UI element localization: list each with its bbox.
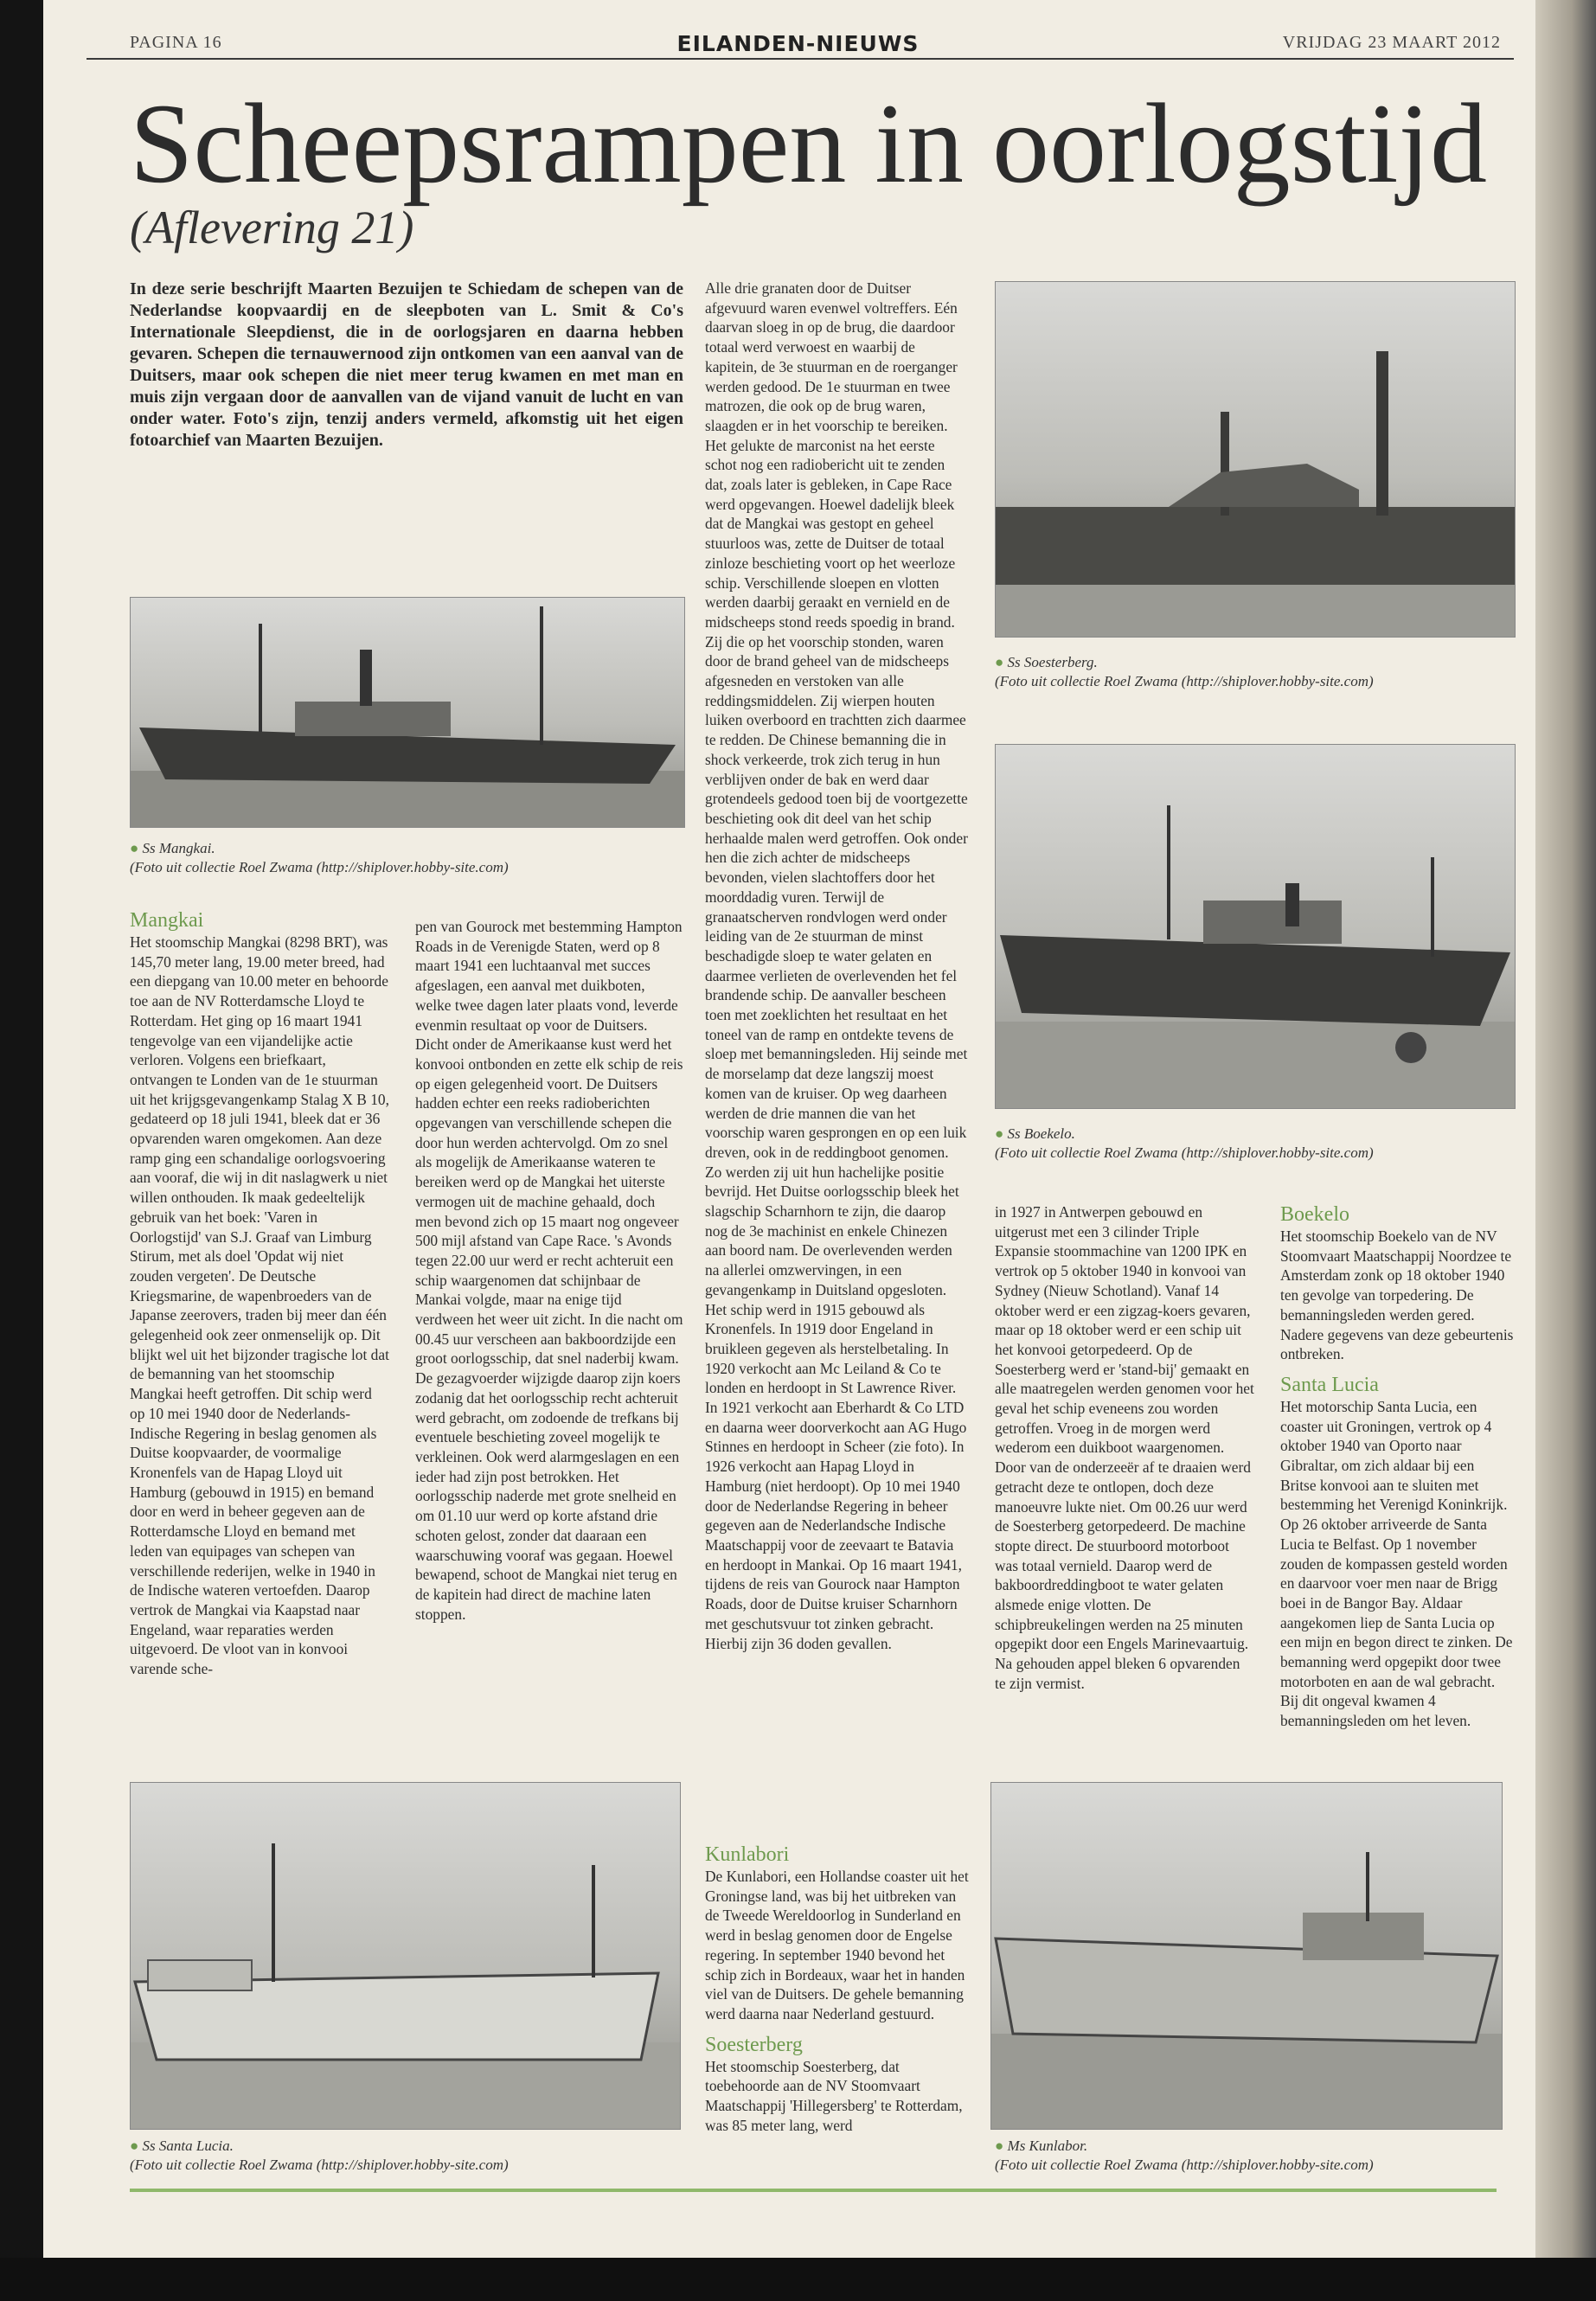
bullet-icon: ● [995, 1125, 1004, 1142]
right-column [1280, 1202, 1514, 1731]
soesterberg-continued [995, 1202, 1254, 1694]
ship-illustration [131, 1783, 680, 2129]
section-text: pen van Gourock met bestemming Hampton Roads in de Verenigde Staten, werd op 8 maart 1941 een luchtaanval met succes afgeslagen, een aanval met duikboten, welke twee dagen later plaats vond, leverde evenmin resultaat op voor de Duitsers. Dicht onder de Amerikaanse kust werd het konvooi ontbonden en zette elk schip de reis op eigen gelegenheid voort. De Duitsers hadden echter een reeks radioberichten opgevangen van verschillende schepen die door hun werden achtervolgd. Om zo snel als mogelijk de Amerikaanse wateren te bereiken werd op de Mangkai het uiterste vermogen uit de machine gehaald, doch men bevond zich op 15 maart nog ongeveer 500 mijl afstand van Cape Race. 's Avonds tegen 22.00 uur werd er recht achteruit een schip waargenomen dat schijnbaar de Mankai volgde, maar na enige tijd verdween het weer uit zicht. In die nacht om 00.45 uur verscheen aan bakboordzijde een groot oorlogsschip, dat snel naderbij kwam. De gezagvoerder wijzigde daarop zijn koers zodanig dat het oorlogsschip recht achteruit werd gebracht, om zodoende de trefkans bij eventuele beschieting zoveel mogelijk te verkleinen. Ook werd alarmgeslagen en een ieder had zijn post betrokken. Het oorlogsschip naderde met grote snelheid en om 01.10 uur werd op korte afstand drie schoten gelost, zonder dat daaraan een waarschuwing vooraf was gegaan. Hoewel bewapend, schoot de Mangkai niet terug en de kapitein had direct de machine laten stoppen. [415, 918, 683, 1623]
caption-title: Ss Soesterberg. [1007, 654, 1098, 670]
scan-background [0, 2258, 1596, 2301]
caption-title: Ss Boekelo. [1007, 1125, 1075, 1142]
bullet-icon: ● [130, 840, 139, 856]
section-text: in 1927 in Antwerpen gebouwd en uitgerust met een 3 cilinder Triple Expansie stoommachine van 1200 IPK en vertrok op 5 oktober 1940 in konvooi van Sydney (Nieuw Schotland). Vanaf 14 oktober werd er een zigzag-koers gevaren, maar op 18 oktober werd er een schip uit het konvooi getorpedeerd. Op de Soesterberg werd er 'stand-bij' gemaakt en alle maatregelen werden genomen voor het geval het schip eveneens zou worden getroffen. Vroeg in de morgen werd wederom een duikboot waargenomen. Door van de onderzeeër af te draaien werd getracht deze te ontlopen, doch deze manoeuvre lukte niet. Om 00.26 uur werd de Soesterberg getorpedeerd. De machine stopte direct. De stuurboord motorboot was totaal vernield. Daarop werd de bakboordreddingboot te water gelaten alsmede enige vlotten. De schipbreukelingen werden na 25 minuten opgepikt door een Engels Marinevaartuig. Na gehouden appel bleken 6 opvarenden te zijn vermist. [995, 1203, 1254, 1692]
mangkai-column-2 [415, 917, 683, 1624]
mangkai-column-1 [130, 908, 389, 1679]
section-heading-boekelo: Boekelo [1280, 1203, 1349, 1226]
section-text: Alle drie granaten door de Duitser afgevuurd waren evenwel voltreffers. Eén daarvan sloeg in op de brug, die daardoor totaal werd verwoest en waarbij de kapitein, de 3e stuurman en de roerganger werden gedood. De 1e stuurman en twee matrozen, die ook op de brug waren, slaagden er in het voorschip te bereiken. Het gelukte de marconist na het eerste schot nog een radiobericht uit te zenden dat, zoals later is gebleken, in Cape Race werd opgevangen. Hoewel dadelijk bleek dat de Mangkai was gestopt en geheel stuurloos was, zette de Duitser de totaal zinloze beschieting voort op het weerloze schip. Verschillende sloepen en vlotten werden daarbij geraakt en vernield en de midscheeps stond reeds spoedig in brand. Zij die op het voorschip stonden, waren door de brand geheel van de midscheeps afgesneden en verstoken van alle reddingsmiddelen. Zij wierpen houten luiken overboord en trachtten zich daarmee te redden. De Chinese bemanning die in shock verkeerde, trok zich terug in hun verblijven onder de bak en werd daar grotendeels gedood toen bij de voortgezette beschieting ook dit deel van het schip herhaalde malen werd getroffen. Ook onder hen die zich achter de midscheeps bevonden, vielen slachtoffers door het moorddadig vuren. Terwijl de granaatscherven rondvlogen werd onder leiding van de 2e stuurman de minst beschadigde sloep te water gelaten en daarmee verlieten de overlevenden het fel brandende schip. De aanvaller bescheen toen met zoeklichten het resultaat en het toneel van de ramp en ontdekte tevens de sloep met bemanningsleden. Hij seinde met de morselamp dat deze langszij moest komen van de kruiser. Op weg daarheen werden de drie mannen die van het voorschip waren gesprongen en op een luik dreven, ook in de reddingboot genomen. Zo werden zij uit hun hachelijke positie bevrijd. Het Duitse oorlogsschip bleek het slagschip Scharnhorn te zijn, die daarop nog de 3e machinist en enkele Chinezen aan boord nam. De overlevenden werden na allerlei omzwervingen, in een gevangenkamp in Duitsland opgesloten. Het schip werd in 1915 gebouwd als Kronenfels. In 1919 door Engeland in bruikleen gegeven als herstelbetaling. In 1920 verkocht aan Mc Leiland & Co te londen en herdoopt in St Lawrence River. In 1921 verkocht aan Eberhardt & Co LTD en daarna weer doorverkocht aan AG Hugo Stinnes en herdoopt in Scheer (zie foto). In 1926 verkocht aan Hapag Lloyd in Hamburg (niet herdoopt). Op 10 mei 1940 door de Nederlandse Regering in beheer gegeven aan de Nederlandsche Indische Maatschappij voor de zeevaart te Batavia en herdoopt in Mankai. Op 16 maart 1941, tijdens de reis van Gourock naar Hampton Roads, door de Duitse kruiser Scharnhorn met geschutsvuur tot zinken gebracht. Hierbij zijn 36 doden gevallen. [705, 279, 968, 1652]
middle-lower-column [705, 1843, 969, 2135]
section-text: Het stoomschip Mangkai (8298 BRT), was 145,70 meter lang, 19.00 meter breed, had een diepgang van 10.00 meter en behoorde toe aan de NV Rotterdamsche Lloyd te Rotterdam. Het ging op 16 maart 1941 tengevolge van een vijandelijke actie verloren. Volgens een briefkaart, ontvangen te Londen van de 1e stuurman uit het krijgsgevangenkamp Stalag X B 10, gedateerd op 18 juli 1941, bleek dat er 36 opvarenden waren omgekomen. Aan deze ramp ging een schandalige oorlogsvoering aan vooraf, die wij in dit naslagwerk u niet willen onthouden. Ik maak gedeeltelijk gebruik van het boek: 'Varen in Oorlogstijd' van S.J. Graaf van Limburg Stirum, met als doel 'Opdat wij niet zouden vergeten'. De Deutsche Kriegsmarine, de wapenbroeders van de Japanse zeerovers, traden bij meer dan één gelegenheid ook zeer onmenselijk op. Dit blijkt wel uit het bijzonder tragische lot dat de bemanning van het stoomschip Mangkai heeft getroffen. Dit schip werd op 10 mei 1940 door de Nederlands-Indische Regering in beslag genomen als Duitse koopvaarder, de voormalige Kronenfels van de Hapag Lloyd uit Hamburg (gebouwd in 1915) en bemand door en werd in beheer gegeven aan de Rotterdamsche Lloyd en bemand met leden van equipages van schepen van verschillende rederijen, welke in 1940 in de Indische wateren vertoefden. Daarop vertrok de Mangkai via Kaapstad naar Engeland, waar reparaties werden uitgevoerd. De vloot van in konvooi varende sche- [130, 933, 389, 1678]
section-text: Het motorschip Santa Lucia, een coaster uit Groningen, vertrok op 4 oktober 1940 van Oporto naar Gibraltar, om zich aldaar bij een Britse konvooi aan te sluiten met bestemming het Verenigd Koninkrijk. Op 26 oktober arriveerde de Santa Lucia te Belfast. Op 1 november zouden de kompassen gesteld worden en daarvoor voer men naar de Brigg boei in de Bangor Bay. Aldaar aangekomen liep de Santa Lucia op een mijn en begon direct te zinken. De bemanning werd opgepikt door twee motorboten en aan de wal gebracht. Bij dit ongeval kwamen 4 bemanningsleden om het leven. [1280, 1397, 1513, 1730]
caption-title: Ss Mangkai. [142, 840, 215, 856]
section-heading-soesterberg: Soesterberg [705, 2033, 803, 2056]
caption-credit: (Foto uit collectie Roel Zwama (http://shiplover.hobby-site.com) [995, 2157, 1374, 2173]
ship-illustration [131, 598, 684, 827]
caption-boekelo [995, 1125, 1514, 1163]
caption-credit: (Foto uit collectie Roel Zwama (http://shiplover.hobby-site.com) [995, 1144, 1374, 1161]
photo-kunlabori [990, 1782, 1503, 2130]
article-title: Scheepsrampen in oorlogstijd [130, 80, 1488, 207]
section-heading-santa-lucia: Santa Lucia [1280, 1373, 1379, 1396]
ship-illustration [991, 1783, 1502, 2129]
bullet-icon: ● [995, 2138, 1004, 2154]
issue-date: VRIJDAG 23 MAART 2012 [1282, 33, 1501, 52]
header-rule [87, 58, 1514, 60]
footer-rule [130, 2189, 1497, 2192]
page-gutter [1535, 0, 1596, 2258]
caption-soesterberg [995, 653, 1514, 691]
section-heading-kunlabori: Kunlabori [705, 1843, 790, 1866]
caption-credit: (Foto uit collectie Roel Zwama (http://shiplover.hobby-site.com) [130, 2157, 509, 2173]
section-text: Het stoomschip Soesterberg, dat toebehoorde aan de NV Stoomvaart Maatschappij 'Hillegersberg' te Rotterdam, was 85 meter lang, werd [705, 2057, 963, 2134]
section-text: De Kunlabori, een Hollandse coaster uit het Groningse land, was bij het uitbreken van de Tweede Wereldoorlog in Sunderland en werd in beslag genomen door de Engelse regering. In september 1940 bevond het schip zich in Bordeaux, waar het in handen viel van de Duitsers. De gehele bemanning werd daarna naar Nederland gestuurd. [705, 1868, 969, 2022]
section-text: Het stoomschip Boekelo van de NV Stoomvaart Maatschappij Noordzee te Amsterdam zonk op 18 oktober 1940 ten gevolge van torpedering. De bemanningsleden werden gered. Nadere gegevens van deze gebeurtenis ontbreken. [1280, 1227, 1514, 1363]
ship-illustration [996, 745, 1515, 1108]
caption-title: Ss Santa Lucia. [142, 2138, 234, 2154]
mangkai-column-3 [705, 279, 969, 1653]
newspaper-masthead: EILANDEN-NIEUWS [676, 31, 920, 56]
bullet-icon: ● [130, 2138, 139, 2154]
photo-soesterberg [995, 281, 1516, 638]
section-heading-mangkai: Mangkai [130, 909, 204, 932]
page-number: PAGINA 16 [130, 33, 222, 52]
caption-credit: (Foto uit collectie Roel Zwama (http://shiplover.hobby-site.com) [995, 673, 1374, 689]
bullet-icon: ● [995, 654, 1004, 670]
caption-santa-lucia [130, 2137, 679, 2175]
caption-kunlabori [995, 2137, 1505, 2175]
ship-illustration [996, 282, 1515, 637]
caption-mangkai [130, 839, 683, 877]
caption-title: Ms Kunlabor. [1007, 2138, 1088, 2154]
caption-credit: (Foto uit collectie Roel Zwama (http://shiplover.hobby-site.com) [130, 859, 509, 875]
article-intro: In deze serie beschrijft Maarten Bezuijen te Schiedam de schepen van de Nederlandse koopvaardij en de sleepboten van L. Smit & Co's Internationale Sleepdienst, die in de oorlogsjaren en daarna hebben gevaren. Schepen die ternauwernood zijn ontkomen van een aanval van de Duitsers, maar ook schepen die niet meer terug kwamen en met man en muis zijn vergaan door de aanvallen van de vijand vanuit de lucht en van onder water. Foto's zijn, tenzij anders vermeld, afkomstig uit het eigen fotoarchief van Maarten Bezuijen. [130, 279, 683, 450]
photo-santa-lucia [130, 1782, 681, 2130]
photo-mangkai [130, 597, 685, 828]
photo-boekelo [995, 744, 1516, 1109]
article-subtitle: (Aflevering 21) [130, 202, 414, 253]
